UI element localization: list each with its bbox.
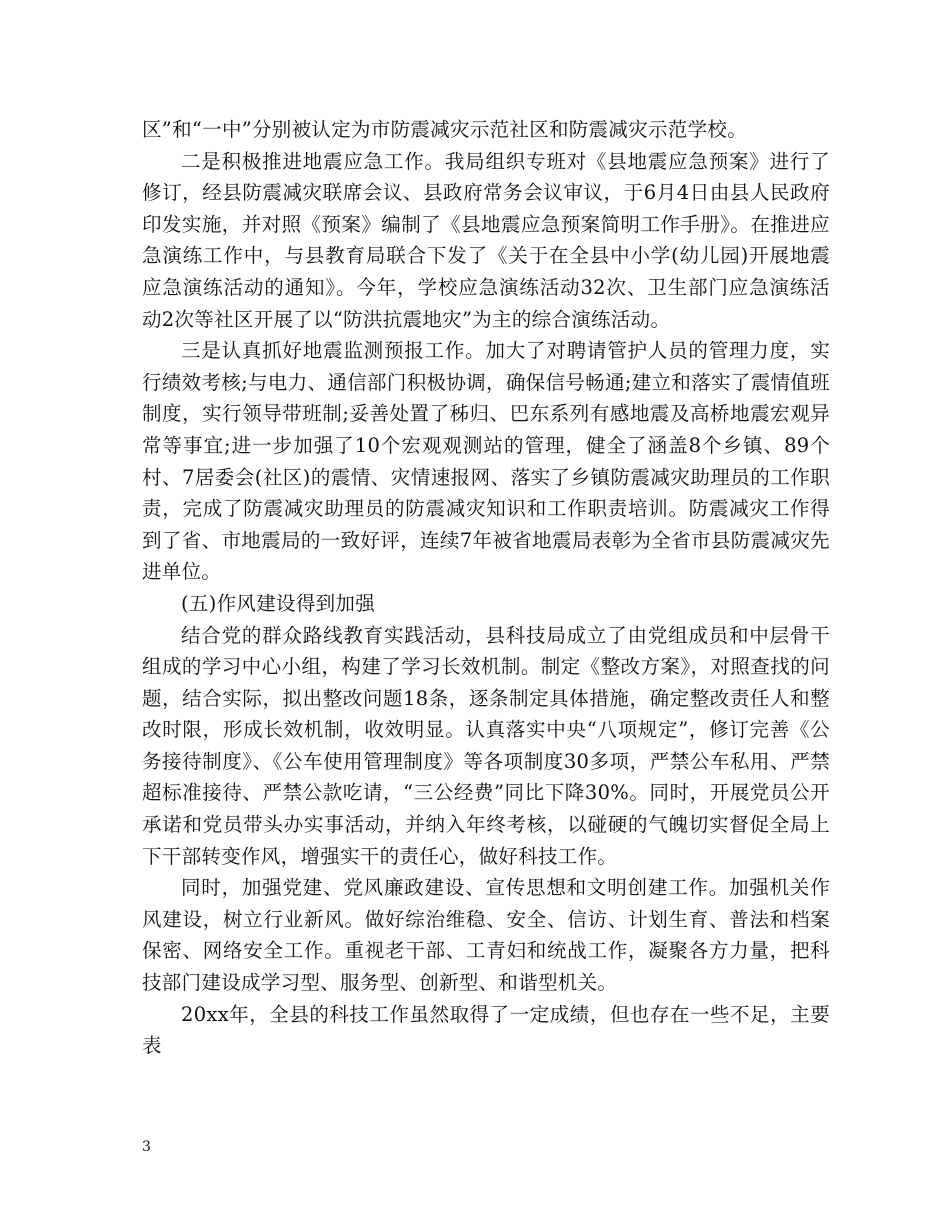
paragraph-earthquake-emergency: 二是积极推进地震应急工作。我局组织专班对《县地震应急预案》进行了修订，经县防震减灾联席会议、县政府常务会议审议，于6月4日由县人民政府印发实施，并对照《预案》编制了《县地震应急预案简明工作手册》。在推进应急演练工作中，与县教育局联合下发了《关于在全县中小学(幼儿园)开展地震应急演练活动的通知》。今年，学校应急演练活动32次、卫生部门应急演练活动2次等社区开展了以“防洪抗震地灾”为主的综合演练活动。 <box>142 149 830 331</box>
paragraph-party-building: 同时，加强党建、党风廉政建设、宣传思想和文明创建工作。加强机关作风建设，树立行业新风。做好综治维稳、安全、信访、计划生育、普法和档案保密、网络安全工作。重视老干部、工青妇和统战工作，凝聚各方力量，把科技部门建设成学习型、服务型、创新型、和谐型机关。 <box>142 876 830 995</box>
paragraph-continued: 区”和“一中”分别被认定为市防震减灾示范社区和防震减灾示范学校。 <box>142 118 748 141</box>
paragraph-shortcomings: 20xx年，全县的科技工作虽然取得了一定成绩，但也存在一些不足，主要表 <box>142 1002 830 1058</box>
paragraph-work-style: 结合党的群众路线教育实践活动，县科技局成立了由党组成员和中层骨干组成的学习中心小组，构建了学习长效机制。制定《整改方案》，对照查找的问题，结合实际，拟出整改问题18条，逐条制定具体措施，确定整改责任人和整改时限，形成长效机制，收效明显。认真落实中央“八项规定”，修订完善《公务接待制度》、《公车使用管理制度》等各项制度30多项，严禁公车私用、严禁超标准接待、严禁公款吃请，“三公经费”同比下降30%。同时，开展党员公开承诺和党员带头办实事活动，并纳入年终考核，以碰硬的气魄切实督促全局上下干部转变作风，增强实干的责任心，做好科技工作。 <box>142 623 830 868</box>
page-number: 3 <box>142 1139 151 1155</box>
paragraph-earthquake-monitoring: 三是认真抓好地震监测预报工作。加大了对聘请管护人员的管理力度，实行绩效考核;与电力、通信部门积极协调，确保信号畅通;建立和落实了震情值班制度，实行领导带班制;妥善处置了秭归、巴东系列有感地震及高桥地震宏观异常等事宜;进一步加强了10个宏观观测站的管理，健全了涵盖8个乡镇、89个村、7居委会(社区)的震情、灾情速报网、落实了乡镇防震减灾助理员的工作职责，完成了防震减灾助理员的防震减灾知识和工作职责培训。防震减灾工作得到了省、市地震局的一致好评，连续7年被省地震局表彰为全省市县防震减灾先进单位。 <box>142 339 830 584</box>
body-text <box>142 114 830 1062</box>
section-heading: (五)作风建设得到加强 <box>181 591 376 615</box>
